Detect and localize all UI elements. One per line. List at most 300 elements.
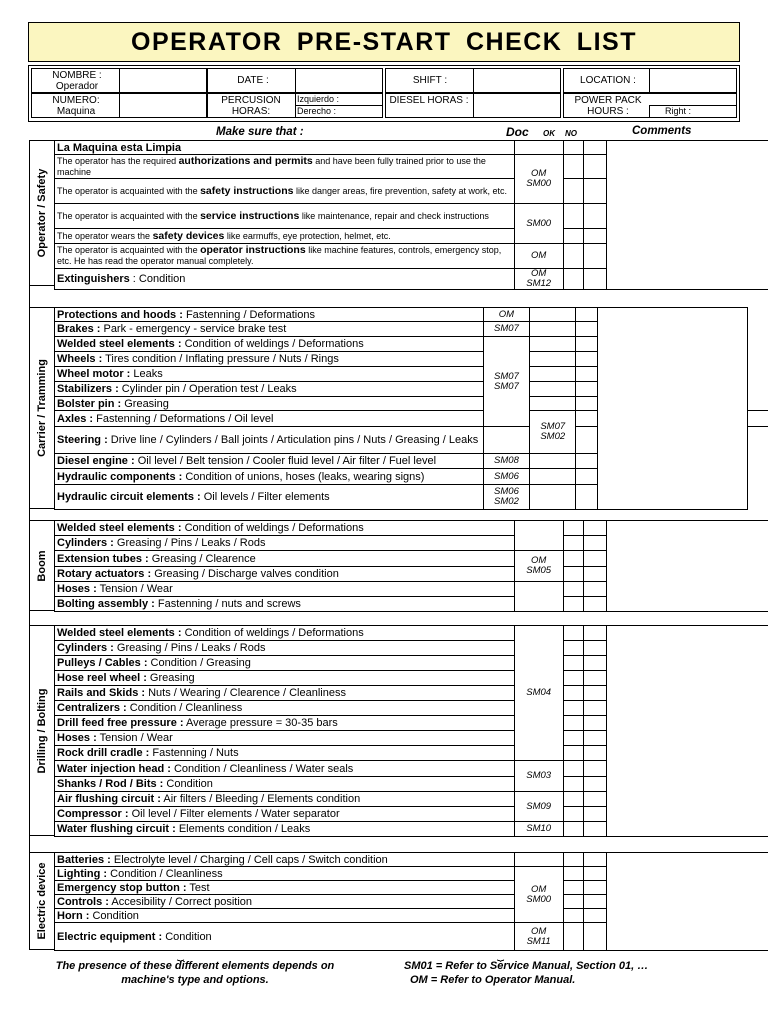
doc-reference <box>514 626 563 761</box>
check-item-detail: Tension / Wear <box>96 732 173 744</box>
check-item-detail: Condition / Greasing <box>147 657 251 669</box>
check-item-detail: Condition of unions, hoses (leaks, wearing signs) <box>182 470 425 483</box>
doc-code: SM04 <box>526 687 552 698</box>
check-item-title: safety devices <box>152 229 225 242</box>
ok-checkbox[interactable] <box>530 469 576 485</box>
ok-checkbox[interactable] <box>563 716 584 731</box>
doc-code: SM06 <box>494 470 519 482</box>
check-item-title: Centralizers : <box>57 702 127 714</box>
section-table <box>54 852 768 951</box>
ok-checkbox[interactable] <box>563 746 584 761</box>
no-checkbox[interactable] <box>584 204 607 229</box>
no-checkbox[interactable] <box>584 881 607 895</box>
no-checkbox[interactable] <box>584 909 607 923</box>
checklist-row <box>55 308 768 322</box>
diesel-field[interactable] <box>473 93 561 118</box>
doc-code: OM <box>530 925 547 937</box>
ok-checkbox[interactable] <box>563 582 584 597</box>
check-item <box>55 469 484 485</box>
check-item <box>55 626 515 641</box>
check-item-detail: Greasing <box>121 397 169 410</box>
section-drilling-bolting <box>29 625 768 836</box>
no-checkbox[interactable] <box>584 807 607 822</box>
section-label: Carrier / Tramming <box>36 359 48 457</box>
section-label-box <box>29 307 54 509</box>
check-item-detail: like earmuffs, eye protection, helmet, etc. <box>224 230 391 241</box>
section-table <box>54 520 768 612</box>
check-item-title: Protections and hoods : <box>57 308 183 321</box>
ok-checkbox[interactable] <box>530 322 576 337</box>
ok-checkbox[interactable] <box>563 909 584 923</box>
no-header: NO <box>565 129 577 138</box>
check-item-detail: Fastenning / Deformations <box>182 308 315 321</box>
check-item <box>55 337 484 352</box>
doc-reference <box>514 155 563 204</box>
no-checkbox[interactable] <box>584 777 607 792</box>
doc-reference <box>514 551 563 582</box>
doc-code: SM12 <box>526 278 552 289</box>
no-checkbox[interactable] <box>584 746 607 761</box>
check-item-detail: Condition of weldings / Deformations <box>181 522 364 534</box>
check-item-detail: Fastenning / nuts and screws <box>154 598 301 610</box>
check-item-title: Welded steel elements : <box>57 522 182 534</box>
ok-checkbox[interactable] <box>563 701 584 716</box>
ok-checkbox[interactable] <box>563 567 584 582</box>
check-item <box>55 397 484 411</box>
ok-checkbox[interactable] <box>563 822 584 837</box>
check-item-title: Steering : <box>57 434 108 446</box>
check-item-prefix: The operator is acquainted with the <box>57 245 201 255</box>
ok-checkbox[interactable] <box>563 597 584 612</box>
ok-checkbox[interactable] <box>563 895 584 909</box>
ok-checkbox[interactable] <box>483 427 529 454</box>
comments-field[interactable] <box>597 308 747 510</box>
check-item <box>55 179 515 204</box>
no-checkbox[interactable] <box>584 155 607 179</box>
check-item-detail: Cylinder pin / Operation test / Leaks <box>118 383 297 395</box>
check-item <box>55 923 515 951</box>
check-item-title: Extension tubes : <box>57 552 149 565</box>
check-item-title: Lighting : <box>57 867 108 880</box>
comments-field[interactable] <box>607 626 768 837</box>
check-item-detail: Condition / Cleanliness <box>126 702 243 714</box>
check-item-detail: Condition <box>89 909 139 922</box>
doc-reference <box>483 337 529 427</box>
date-label: DATE : <box>237 75 269 86</box>
check-item-title: Shanks / Rod / Bits : <box>57 778 164 790</box>
section-electric-device <box>29 852 768 950</box>
check-item-title: Axles : <box>57 412 94 425</box>
check-item-title: Cylinders : <box>57 537 114 549</box>
check-item <box>55 686 515 701</box>
ok-checkbox[interactable] <box>563 731 584 746</box>
no-checkbox[interactable] <box>584 895 607 909</box>
ok-checkbox[interactable] <box>563 536 584 551</box>
section-label-box <box>29 140 54 286</box>
check-item-title: Water flushing circuit : <box>57 823 176 835</box>
doc-reference <box>514 792 563 822</box>
no-checkbox[interactable] <box>584 701 607 716</box>
ok-checkbox[interactable] <box>563 155 584 179</box>
doc-reference <box>514 822 563 837</box>
comments-field[interactable] <box>607 141 768 290</box>
check-item-prefix: The operator has the required <box>57 155 179 166</box>
check-item-title: Cylinders : <box>57 642 114 654</box>
section-separator <box>29 611 768 625</box>
right-label: Right : <box>665 106 692 116</box>
footer-note: The presence of these different elements depends on machine's type and options. <box>55 960 335 986</box>
check-item-detail: Tires condition / Inflating pressure / Nuts / Rings <box>102 353 339 365</box>
ok-checkbox[interactable] <box>530 382 576 397</box>
footer-left-brace: ⏟ <box>177 947 185 961</box>
check-item-detail: Condition <box>163 778 213 790</box>
check-item <box>55 746 515 761</box>
location-label: LOCATION : <box>580 75 636 86</box>
check-item-title: Bolting assembly : <box>57 598 155 610</box>
check-item-detail: Nuts / Wearing / Clearence / Cleanliness <box>145 687 346 699</box>
check-item-title: Rock drill cradle : <box>57 747 150 759</box>
derecho-label: Derecho : <box>297 106 337 116</box>
no-checkbox[interactable] <box>584 641 607 656</box>
check-item <box>55 551 515 567</box>
date-field[interactable] <box>295 68 383 93</box>
check-item <box>55 807 515 822</box>
checklist-row <box>55 521 768 536</box>
doc-reference <box>514 244 563 269</box>
check-item <box>55 881 515 895</box>
page-title: OPERATOR PRE-START CHECK LIST <box>131 27 637 56</box>
check-item-title: Emergency stop button : <box>57 881 187 894</box>
check-item-title: safety instructions <box>200 184 294 197</box>
percusion-label: PERCUSION HORAS: <box>221 95 281 117</box>
check-item-title: Extinguishers <box>57 273 130 285</box>
check-item-detail: Greasing / Pins / Leaks / Rods <box>113 642 266 654</box>
make-sure-header: Make sure that : <box>216 126 304 138</box>
doc-reference <box>514 582 563 612</box>
check-item-title: Drill feed free pressure : <box>57 717 184 729</box>
location-field[interactable] <box>649 68 737 93</box>
check-item <box>55 367 484 382</box>
doc-code: OM <box>530 250 547 261</box>
check-item-title: Hydraulic circuit elements : <box>57 491 201 503</box>
ok-checkbox[interactable] <box>563 229 584 244</box>
check-item-detail: Greasing / Clearence <box>148 552 256 565</box>
ok-checkbox[interactable] <box>563 179 584 204</box>
no-checkbox[interactable] <box>584 229 607 244</box>
check-item-title: Wheel motor : <box>57 368 131 380</box>
check-item-detail: and have been fully trained prior to use the machine <box>57 155 486 177</box>
ok-checkbox[interactable] <box>563 792 584 807</box>
section-label: Electric device <box>36 862 48 940</box>
footer-om-legend: OM = Refer to Operator Manual. <box>410 974 576 986</box>
check-item <box>55 656 515 671</box>
doc-code: SM07 <box>494 323 519 334</box>
doc-code: SM03 <box>526 770 552 781</box>
right-field[interactable] <box>649 105 737 118</box>
check-item-title: Rotary actuators : <box>57 568 152 580</box>
ok-checkbox[interactable] <box>530 485 576 510</box>
check-item <box>55 641 515 656</box>
no-checkbox[interactable] <box>584 536 607 551</box>
no-checkbox[interactable] <box>584 626 607 641</box>
ok-checkbox[interactable] <box>563 204 584 229</box>
check-item-detail: Greasing / Pins / Leaks / Rods <box>113 537 266 549</box>
check-item <box>55 322 484 337</box>
no-checkbox[interactable] <box>584 671 607 686</box>
check-item <box>55 777 515 792</box>
doc-reference <box>483 454 529 469</box>
check-item-title: Welded steel elements : <box>57 338 182 350</box>
check-item <box>55 244 515 269</box>
no-checkbox[interactable] <box>576 308 597 322</box>
check-item-detail: Park - emergency - service brake test <box>100 323 287 335</box>
doc-code: SM07 <box>494 380 519 392</box>
check-item <box>55 761 515 777</box>
check-item-detail: Test <box>186 881 210 894</box>
check-item <box>55 521 515 536</box>
check-item-title: service instructions <box>200 209 300 222</box>
no-checkbox[interactable] <box>584 716 607 731</box>
check-item-detail: Leaks <box>130 368 163 380</box>
checklist-row <box>55 626 768 641</box>
ok-checkbox[interactable] <box>530 308 576 322</box>
doc-code: OM <box>498 308 515 320</box>
numero-text: NUMERO: Maquina <box>52 95 100 117</box>
doc-header: Doc <box>506 125 529 139</box>
ok-checkbox[interactable] <box>563 761 584 777</box>
no-checkbox[interactable] <box>584 792 607 807</box>
ok-header: OK <box>543 129 555 138</box>
check-item-detail: Elements condition / Leaks <box>175 823 311 835</box>
no-checkbox[interactable] <box>584 567 607 582</box>
check-item-detail: : Condition <box>129 273 186 285</box>
check-item-title: operator instructions <box>200 244 306 256</box>
check-item-title: Welded steel elements : <box>57 627 182 639</box>
no-checkbox[interactable] <box>584 822 607 837</box>
check-item-detail: Greasing <box>146 672 195 684</box>
check-item-title: authorizations and permits <box>178 154 313 167</box>
doc-code: SM07 <box>494 370 519 382</box>
check-item-prefix: The operator wears the <box>57 230 153 241</box>
check-item <box>55 308 484 322</box>
check-item <box>55 867 515 881</box>
check-item-title: Electric equipment : <box>57 930 163 943</box>
ok-checkbox[interactable] <box>563 867 584 881</box>
check-item-detail: Drive line / Cylinders / Ball joints / Articulation pins / Nuts / Greasing / Leaks <box>107 434 479 446</box>
section-carrier-tramming <box>29 307 768 509</box>
check-item-title: Air flushing circuit : <box>57 793 161 805</box>
ok-checkbox[interactable] <box>530 337 576 352</box>
ok-checkbox[interactable] <box>563 881 584 895</box>
check-item <box>55 895 515 909</box>
doc-code: SM00 <box>526 893 552 905</box>
no-checkbox[interactable] <box>584 853 607 867</box>
izquierdo-label: Izquierdo : <box>297 94 340 104</box>
check-item <box>55 411 484 427</box>
check-item-title: Hoses : <box>57 732 97 744</box>
doc-reference <box>514 867 563 923</box>
info-header <box>28 65 740 122</box>
check-item-detail: like danger areas, fire prevention, safety at work, etc. <box>293 185 508 196</box>
no-checkbox[interactable] <box>576 454 597 469</box>
check-item-title: Rails and Skids : <box>57 687 146 699</box>
no-checkbox[interactable] <box>584 141 607 155</box>
no-checkbox[interactable] <box>584 686 607 701</box>
doc-reference <box>514 761 563 792</box>
check-item <box>55 671 515 686</box>
section-table <box>54 625 768 837</box>
shift-field[interactable] <box>473 68 561 93</box>
doc-code: SM10 <box>526 823 552 834</box>
no-checkbox[interactable] <box>584 731 607 746</box>
no-checkbox[interactable] <box>584 867 607 881</box>
check-item-title: Diesel engine : <box>57 455 135 467</box>
check-item-title: Stabilizers : <box>57 383 119 395</box>
section-operator-safety <box>29 140 768 289</box>
ok-checkbox[interactable] <box>530 352 576 367</box>
section-separator <box>29 836 768 852</box>
check-item <box>55 536 515 551</box>
footer-sm-legend: SM01 = Refer to Service Manual, Section 01, … <box>404 960 649 972</box>
check-item-detail: Oil level / Filter elements / Water separator <box>128 808 340 820</box>
comments-field[interactable] <box>607 853 768 951</box>
check-item-title: Bolster pin : <box>57 397 122 410</box>
check-item-detail: Oil levels / Filter elements <box>200 491 330 503</box>
no-checkbox[interactable] <box>584 761 607 777</box>
section-boom <box>29 520 768 611</box>
ok-checkbox[interactable] <box>563 521 584 536</box>
check-item-prefix: The operator is acquainted with the <box>57 185 201 196</box>
numero-field[interactable] <box>119 93 207 118</box>
comments-header: Comments <box>632 125 692 137</box>
nombre-field[interactable] <box>119 68 207 93</box>
check-item-detail: Condition <box>162 930 212 943</box>
ok-checkbox[interactable] <box>563 626 584 641</box>
check-item-detail: Condition of weldings / Deformations <box>181 627 364 639</box>
check-item-detail: Air filters / Bleeding / Elements condition <box>160 793 361 805</box>
check-item-prefix: The operator is acquainted with the <box>57 210 201 221</box>
doc-reference <box>483 322 529 337</box>
ok-checkbox[interactable] <box>576 411 597 427</box>
doc-reference <box>483 469 529 485</box>
check-item <box>55 731 515 746</box>
section-label-box <box>29 852 54 950</box>
doc-reference <box>514 853 563 867</box>
check-item-title: Wheels : <box>57 353 103 365</box>
ok-checkbox[interactable] <box>563 853 584 867</box>
no-checkbox[interactable] <box>576 352 597 367</box>
no-checkbox[interactable] <box>576 322 597 337</box>
no-checkbox[interactable] <box>576 469 597 485</box>
footer-right-brace: ⏟ <box>497 947 505 961</box>
doc-reference <box>514 521 563 551</box>
doc-code: OM <box>530 555 547 566</box>
doc-code: SM09 <box>526 800 552 812</box>
numero-label <box>33 95 119 117</box>
check-item-detail: Electrolyte level / Charging / Cell caps / Switch condition <box>110 853 388 866</box>
power-pack-label: POWER PACK HOURS : <box>574 95 642 117</box>
doc-code: SM02 <box>540 431 566 442</box>
ok-checkbox[interactable] <box>563 686 584 701</box>
ok-checkbox[interactable] <box>530 454 576 469</box>
check-item-title: Horn : <box>57 909 90 922</box>
check-item <box>55 352 484 367</box>
check-item-detail: Average pressure = 30-35 bars <box>183 717 338 729</box>
ok-checkbox[interactable] <box>563 807 584 822</box>
no-checkbox[interactable] <box>584 923 607 951</box>
doc-reference <box>530 411 576 454</box>
section-label-box <box>29 520 54 611</box>
ok-checkbox[interactable] <box>530 367 576 382</box>
title-banner <box>28 22 740 62</box>
section-label-box <box>29 625 54 836</box>
ok-checkbox[interactable] <box>563 923 584 951</box>
ok-checkbox[interactable] <box>563 141 584 155</box>
ok-checkbox[interactable] <box>530 397 576 411</box>
check-item <box>55 141 515 155</box>
check-item <box>55 909 515 923</box>
no-checkbox[interactable] <box>584 582 607 597</box>
no-checkbox[interactable] <box>584 656 607 671</box>
shift-label: SHIFT : <box>412 75 448 86</box>
check-item <box>55 567 515 582</box>
section-label: Operator / Safety <box>36 168 48 258</box>
no-checkbox[interactable] <box>576 397 597 411</box>
comments-field[interactable] <box>607 521 768 612</box>
doc-code: SM11 <box>526 935 551 947</box>
ok-checkbox[interactable] <box>563 551 584 567</box>
section-label: Drilling / Bolting <box>36 688 48 773</box>
no-checkbox[interactable] <box>584 179 607 204</box>
no-checkbox[interactable] <box>584 521 607 536</box>
doc-code: OM <box>530 168 547 179</box>
no-checkbox[interactable] <box>747 411 768 427</box>
check-item <box>55 454 484 469</box>
nombre-text: NOMBRE : Operador <box>52 70 102 92</box>
doc-code: SM00 <box>526 217 552 229</box>
checklist-row <box>55 141 768 155</box>
check-item-detail: Tension / Wear <box>96 583 173 595</box>
check-item-title: Hose reel wheel : <box>57 672 147 684</box>
ok-checkbox[interactable] <box>563 671 584 686</box>
check-item <box>55 792 515 807</box>
doc-reference <box>514 923 563 951</box>
check-item <box>55 582 515 597</box>
no-checkbox[interactable] <box>576 382 597 397</box>
section-separator <box>29 286 768 307</box>
ok-checkbox[interactable] <box>563 656 584 671</box>
ok-checkbox[interactable] <box>563 641 584 656</box>
no-checkbox[interactable] <box>576 485 597 510</box>
check-item-title: Hoses : <box>57 583 97 595</box>
check-item-title: Batteries : <box>57 853 111 866</box>
check-item-detail: Condition / Cleanliness / Water seals <box>170 762 354 775</box>
check-item <box>55 716 515 731</box>
doc-code: SM08 <box>494 455 519 466</box>
doc-reference <box>514 141 563 155</box>
no-checkbox[interactable] <box>576 367 597 382</box>
no-checkbox[interactable] <box>584 597 607 612</box>
no-checkbox[interactable] <box>584 551 607 567</box>
check-item-title: Controls : <box>57 895 109 908</box>
no-checkbox[interactable] <box>584 244 607 269</box>
ok-checkbox[interactable] <box>563 244 584 269</box>
check-item <box>55 597 515 612</box>
no-checkbox[interactable] <box>576 337 597 352</box>
no-checkbox[interactable] <box>576 427 597 454</box>
ok-checkbox[interactable] <box>563 777 584 792</box>
checklist-row <box>55 853 768 867</box>
